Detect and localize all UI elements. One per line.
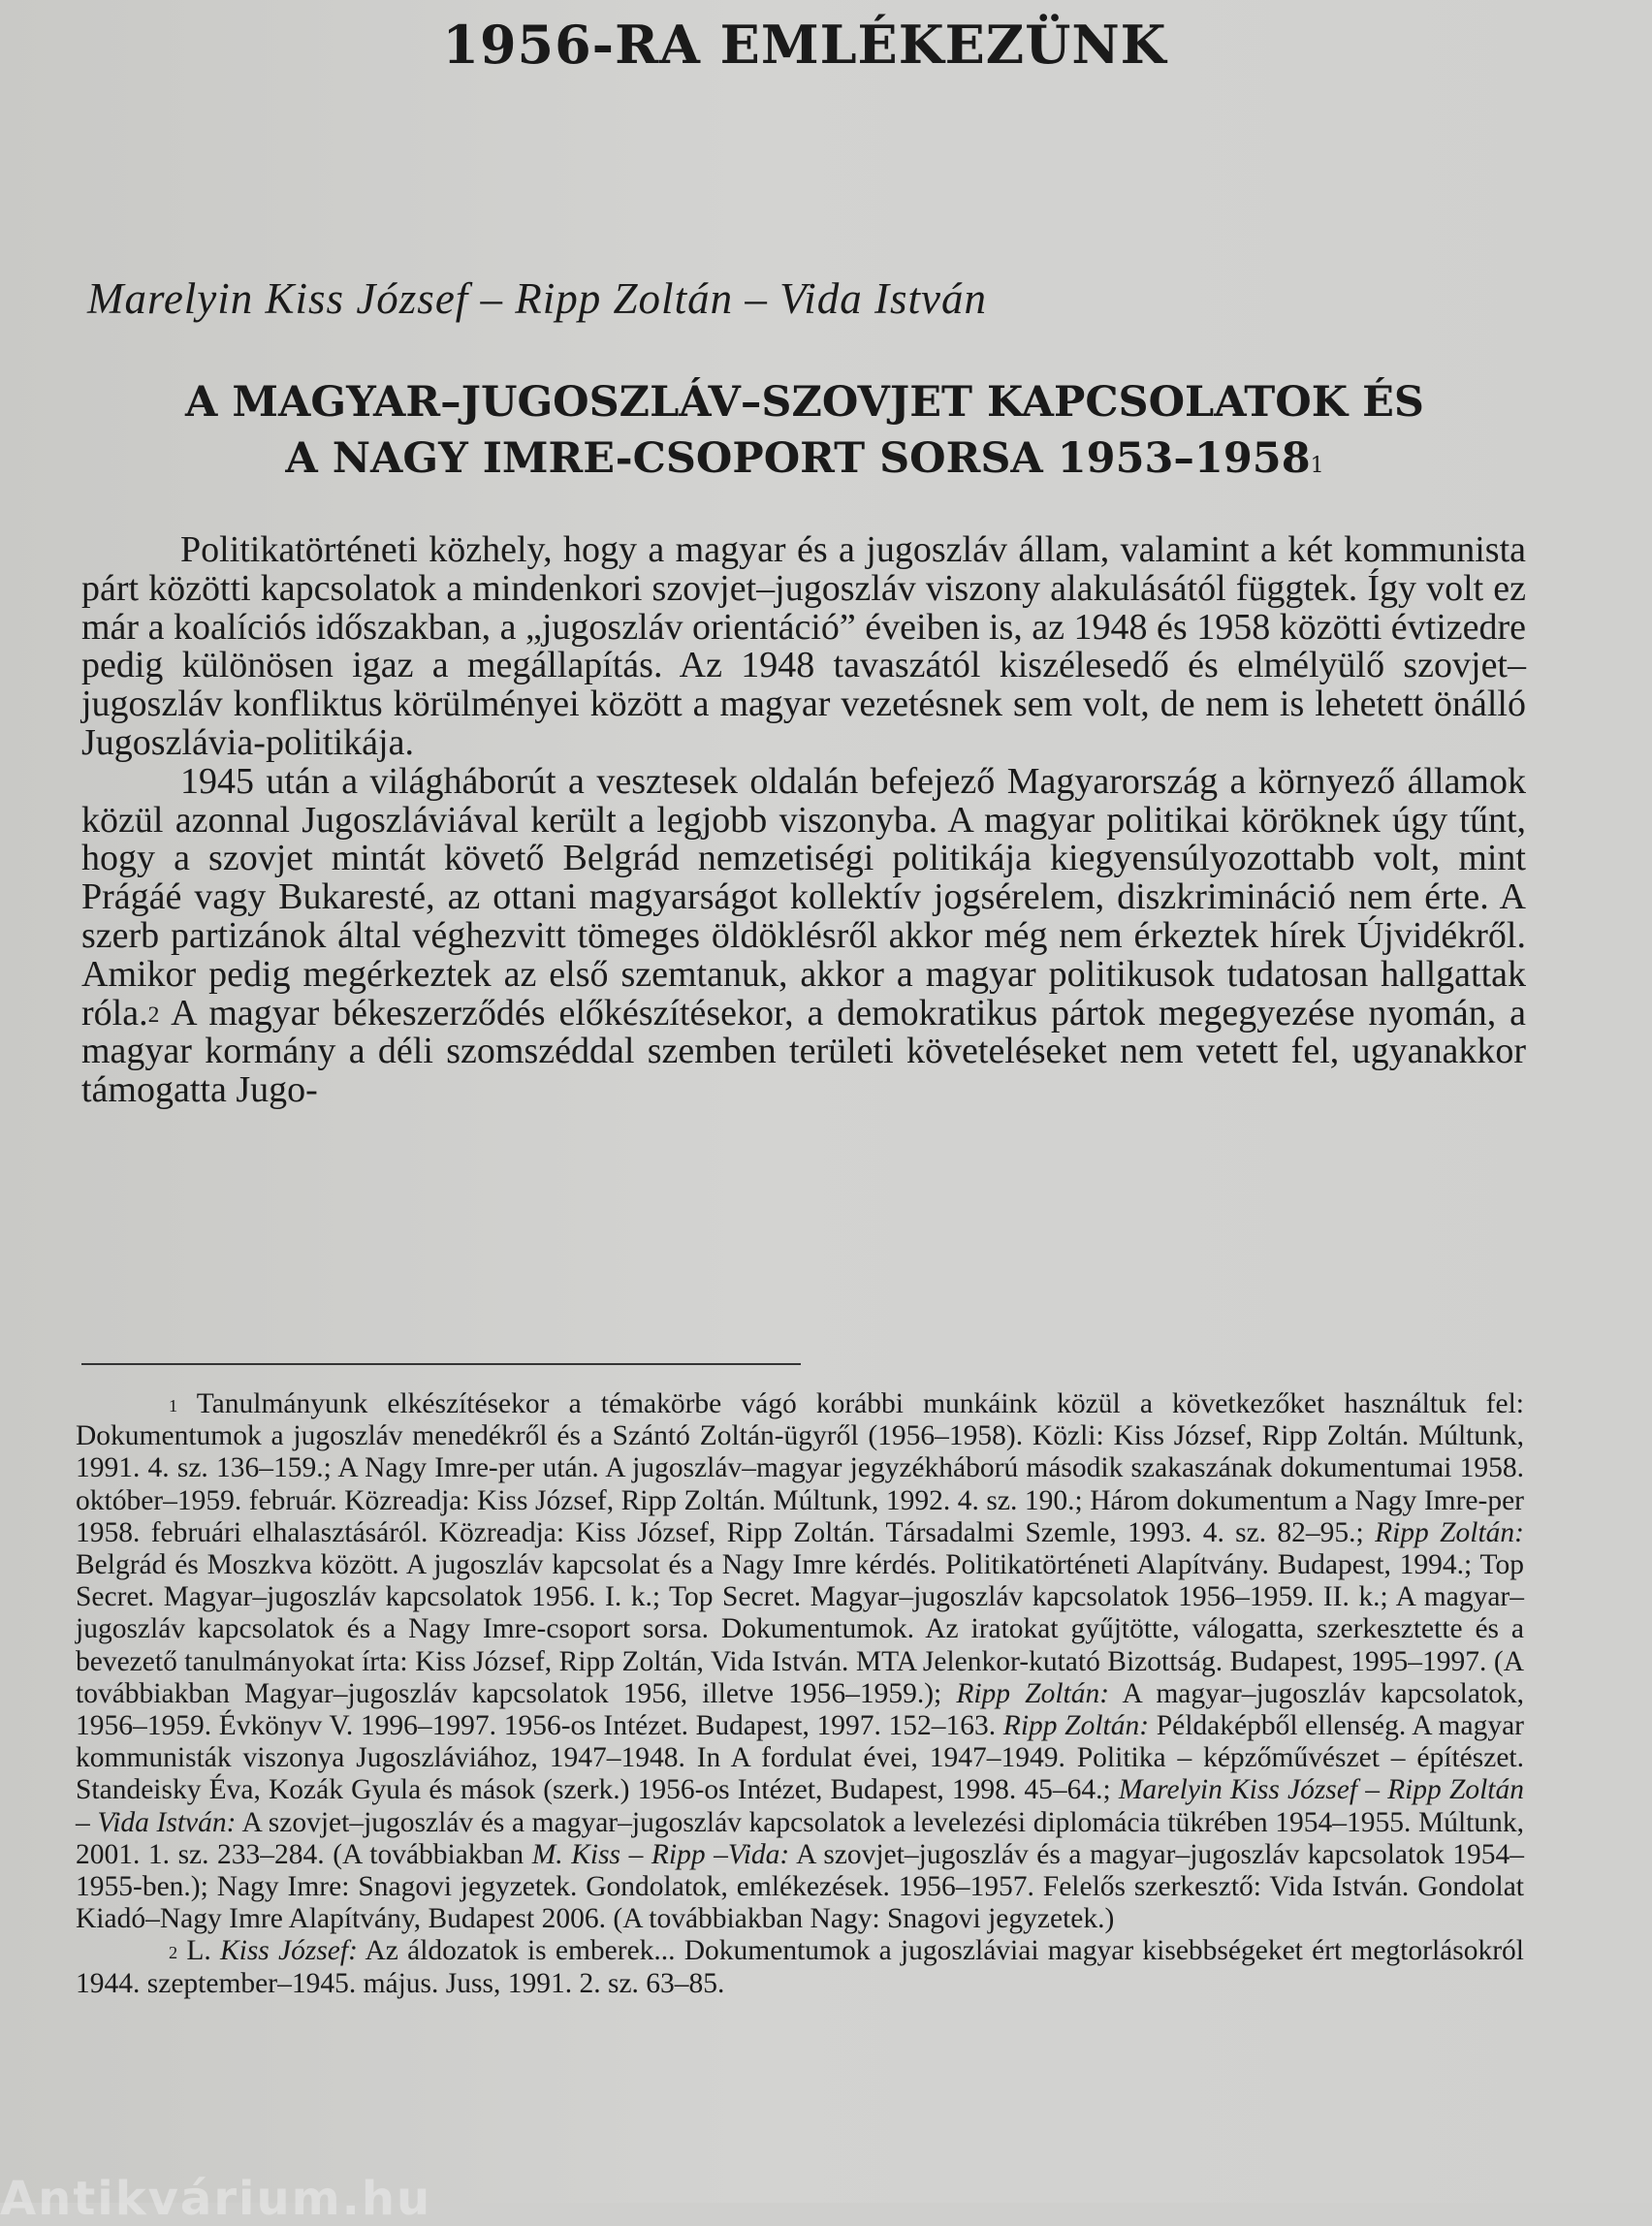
footnote-separator (81, 1363, 801, 1365)
footnote-1-author: Marelyin Kiss József – Ripp Zoltán – Vida István: (76, 1774, 1524, 1838)
running-header: 1956-RA EMLÉKEZÜNK (442, 14, 1167, 76)
footnote-1-author: Ripp Zoltán: (956, 1677, 1110, 1709)
footnotes (76, 1388, 1524, 2000)
footnote-1-text: Példaképből ellenség. A magyar kommunisták viszonya Jugoszláviához, 1947–1948. In A fordulat évei, 1947–1949. Politika – képzőművészet – építészet. Standeisky Éva, Kozák Gyula és mások (szerk.) 1956-os Intézet, Budapest, 1998. 45–64.; (76, 1710, 1525, 1806)
footnote-2-text: Az áldozatok is emberek... Dokumentumok a jugoszláviai magyar kisebbségeket ért megtorlásokról 1944. szeptember–1945. május. Juss, 1991. 2. sz. 63–85. (76, 1935, 1524, 1999)
footnote-1-text: Belgrád és Moszkva között. A jugoszláv kapcsolat és a Nagy Imre kérdés. Politikatörténeti Alapítvány. Budapest, 1994.; Top Secret. Magyar–jugoszláv kapcsolatok 1956. I. k.; Top Secret. Magyar–jugoszláv kapcsolatok 1956–1959. II. k.; A magyar–jugoszláv kapcsolatok és a Nagy Imre-csoport sorsa. Dokumentumok. Az iratokat gyűjtötte, válogatta, szerkesztette és a bevezető tanulmányokat írta: Kiss József, Ripp Zoltán, Vida István. MTA Jelenkor-kutató Bizottság. Budapest, 1995–1997. (A továbbiakban Magyar–jugoszláv kapcsolatok 1956, illetve 1956–1959.); (76, 1549, 1524, 1709)
article-title-line-2 (78, 430, 1532, 487)
footnote-1-text: A magyar–jugoszláv kapcsolatok, 1956–1959. Évkönyv V. 1996–1997. 1956-os Intézet. Budapest, 1997. 152–163. (76, 1677, 1525, 1742)
footnote-2-marker: 2 (169, 1943, 178, 1963)
footnote-1-text: A szovjet–jugoszláv és a magyar–jugoszláv kapcsolatok 1954–1955-ben.); Nagy Imre: Snagovi jegyzetek. Gondolatok, emlékezések. 1956–1957. Felelős szerkesztő: Vida István. Gondolat Kiadó–Nagy Imre Alapítvány, Budapest 2006. (A továbbiakban Nagy: Snagovi jegyzetek.) (76, 1838, 1524, 1935)
footnote-2-author: Kiss József: (219, 1935, 358, 1967)
footnote-1-marker: 1 (169, 1396, 178, 1415)
article-title-line-1: A MAGYAR–JUGOSZLÁV–SZOVJET KAPCSOLATOK ÉS (185, 378, 1424, 427)
body-paragraph-2 (81, 760, 1526, 1111)
article-body (81, 531, 1526, 1110)
article-title (78, 374, 1532, 487)
footnote-2 (76, 1935, 1524, 1999)
footnote-1-text: A szovjet–jugoszláv és a magyar–jugoszláv kapcsolatok a levelezési diplomácia tükrében 1954–1955. Múltunk, 2001. 1. sz. 233–284. (A továbbiakban (76, 1806, 1524, 1870)
article-authors: Marelyin Kiss József – Ripp Zoltán – Vida István (87, 274, 987, 323)
footnote-2-text: L. (177, 1935, 220, 1967)
footnote-1-author: Ripp Zoltán: (1002, 1710, 1150, 1742)
body-paragraph-2-part-b: A magyar békeszerződés előkészítésekor, a demokratikus pártok megegyezése nyomán, a magyar kormány a déli szomszéddal szemben területi követeléseket nem vetett fel, ugyanakkor támogatta Jugo- (81, 992, 1526, 1111)
footnote-1-text: Tanulmányunk elkészítésekor a témakörbe vágó korábbi munkáink közül a következőket használtuk fel: Dokumentumok a jugoszláv menedékről és a Szántó Zoltán-ügyről (1956–1958). Közli: Kiss József, Ripp Zoltán. Múltunk, 1991. 4. sz. 136–159.; A Nagy Imre-per után. A jugoszláv–magyar jegyzékháború második szakaszának dokumentumai 1958. október–1959. február. Közreadja: Kiss József, Ripp Zoltán. Múltunk, 1992. 4. sz. 190.; Három dokumentum a Nagy Imre-per 1958. februári elhalasztásáról. Közreadja: Kiss József, Ripp Zoltán. Társadalmi Szemle, 1993. 4. sz. 82–95.; (76, 1388, 1524, 1548)
footnote-1 (76, 1388, 1524, 1935)
article-title-line-2-text: A NAGY IMRE-CSOPORT SORSA 1953–1958 (285, 434, 1311, 483)
watermark: Antikvárium.hu (0, 2172, 432, 2226)
body-paragraph-2-part-a: 1945 után a világháborút a vesztesek oldalán befejező Magyarország a környező államok közül azonnal Jugoszláviával került a legjobb viszonyba. A magyar politikai köröknek úgy tűnt, hogy a szovjet mintát követő Belgrád nemzetiségi politikája kiegyensúlyozottabb volt, mint Prágáé vagy Bukaresté, az ottani magyarságot kollektív jogsérelem, diszkrimináció nem érte. A szerb partizánok által véghezvitt tömeges öldöklésről akkor még nem érkeztek hírek Újvidékről. Amikor pedig megérkeztek az első szemtanuk, akkor a magyar politikusok tudatosan hallgattak róla. (81, 760, 1526, 1034)
title-footnote-marker: 1 (1310, 454, 1324, 478)
footnote-ref-2: 2 (147, 1002, 160, 1028)
footnote-1-author: Ripp Zoltán: (1375, 1516, 1524, 1548)
body-paragraph-1: Politikatörténeti közhely, hogy a magyar és a jugoszláv állam, valamint a két kommunista párt közötti kapcsolatok a mindenkori szovjet–jugoszláv viszony alakulásától függtek. Így volt ez már a koalíciós időszakban, a „jugoszláv orientáció” éveiben is, az 1948 és 1958 közötti évtizedre pedig különösen igaz a megállapítás. Az 1948 tavaszától kiszélesedő és elmélyülő szovjet–jugoszláv konfliktus körülményei között a magyar vezetésnek sem volt, de nem is lehetett önálló Jugoszlávia-politikája. (81, 529, 1526, 763)
footnote-1-author: M. Kiss – Ripp –Vida: (531, 1838, 790, 1870)
